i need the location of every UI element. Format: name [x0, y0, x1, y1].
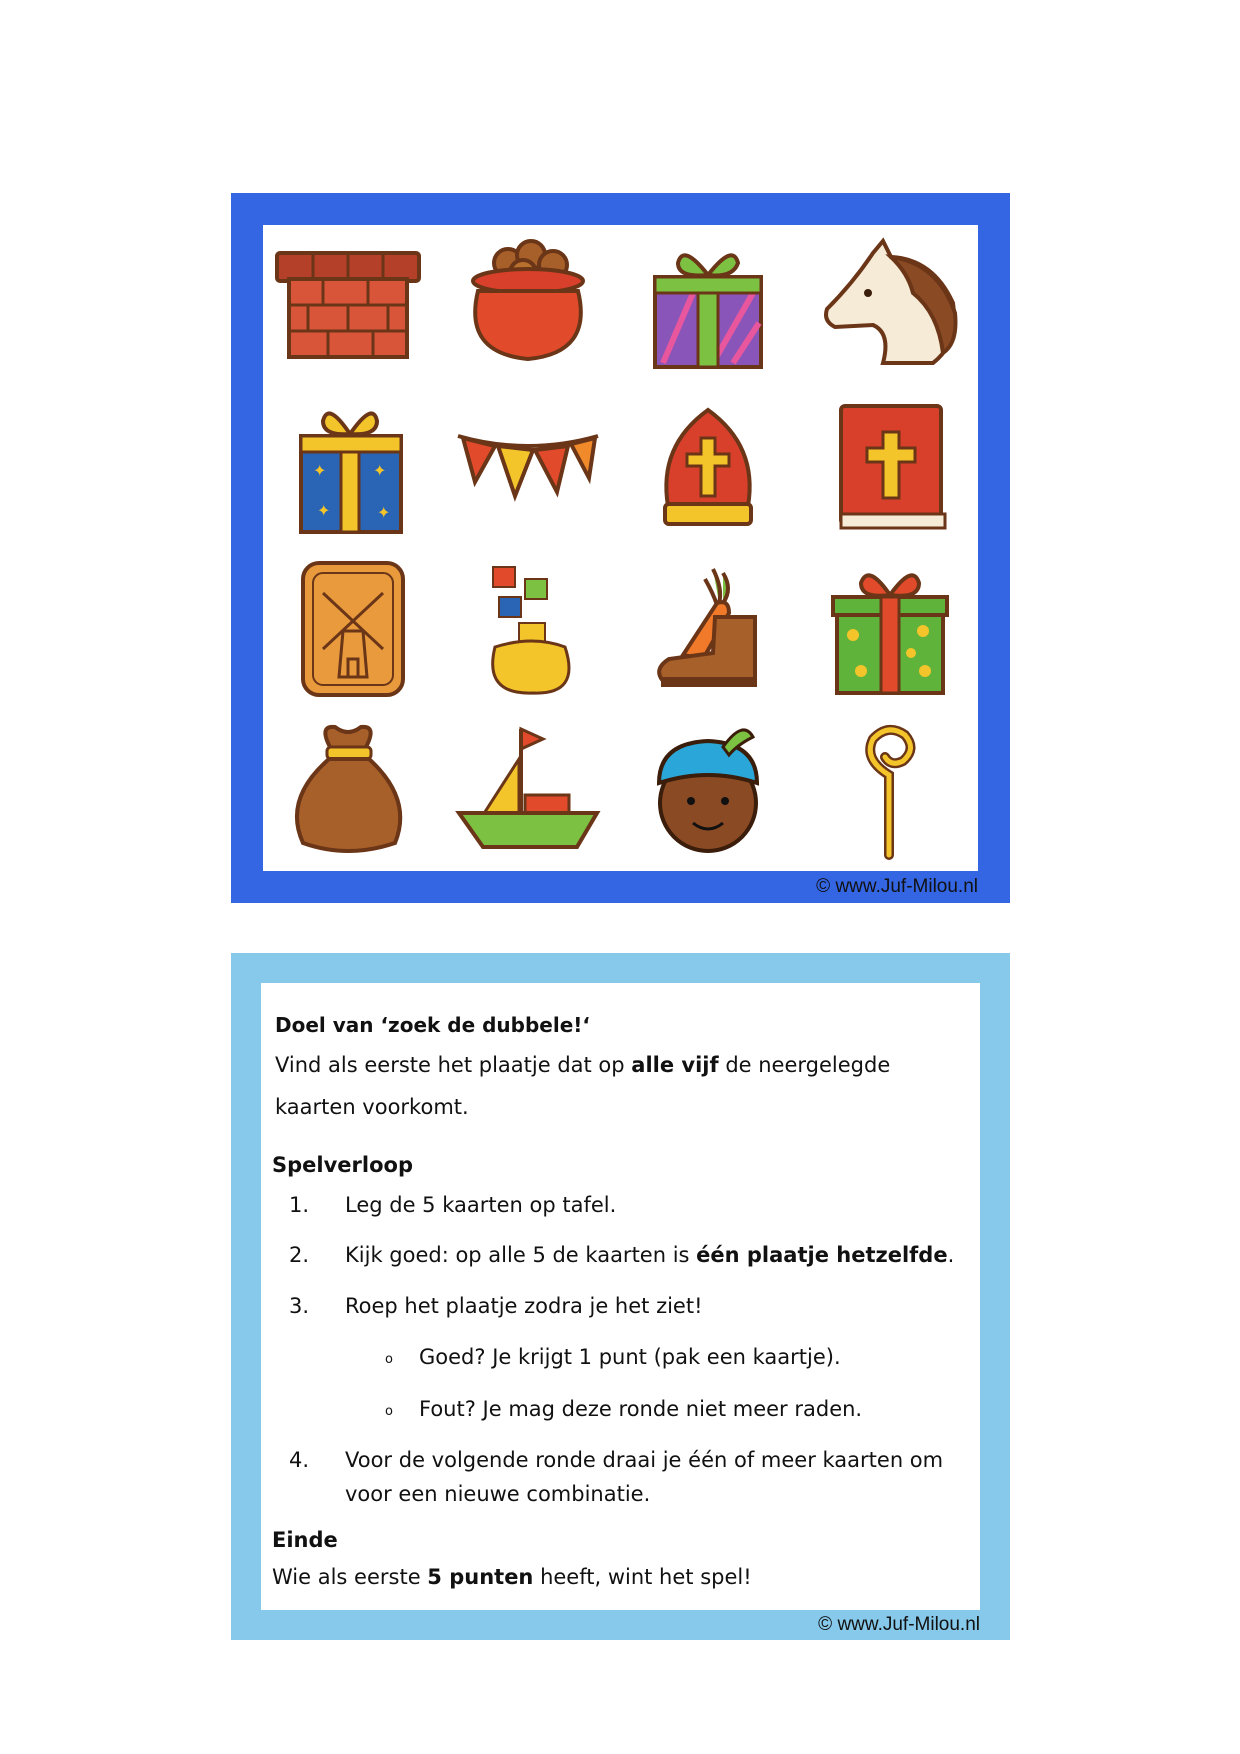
- svg-text:✦: ✦: [377, 502, 391, 522]
- svg-text:✦: ✦: [317, 500, 331, 520]
- speculaas-windmill-icon: [263, 551, 433, 706]
- book-icon: [803, 388, 973, 543]
- sack-with-presents-icon: [443, 551, 613, 706]
- brown-sack-icon: [263, 711, 433, 866]
- rules-card: [231, 953, 1010, 1640]
- rules-card-face: Doel van ‘zoek de dubbele!‘ Vind als eerste het plaatje dat op alle vijf de neergelegde kaarten voorkomt. Spelverloop 1. Leg de 5 kaarten op tafel. 2. Kijk goed: op alle 5 de kaarten is één plaatje hetzelfde. 3. Roep het plaatje zodra je het ziet! o Goed? Je krijgt 1 punt (pak een kaartje). o Fout? Je mag deze ronde niet meer raden. 4. Voor de volgende ronde draai je één of meer kaarten om voor een nieuwe combinatie. Einde Wie als eerste 5 punten heeft, wint het spel!: [261, 983, 980, 1610]
- goal-line-1: Vind als eerste het plaatje dat op alle vijf de neergelegde: [275, 1053, 891, 1077]
- goal-line-2: kaarten voorkomt.: [275, 1095, 469, 1119]
- copyright-text: © www.Juf-Milou.nl: [818, 1614, 980, 1635]
- end-text: Wie als eerste 5 punten heeft, wint het spel!: [272, 1565, 752, 1589]
- piet-face-icon: [623, 711, 793, 866]
- svg-text:✦: ✦: [313, 460, 327, 480]
- boot-with-carrot-icon: [623, 551, 793, 706]
- goal-heading: Doel van ‘zoek de dubbele!‘: [275, 1013, 590, 1037]
- end-heading: Einde: [272, 1528, 338, 1552]
- purple-present-icon: [623, 225, 793, 380]
- mitre-icon: [623, 388, 793, 543]
- svg-text:✦: ✦: [373, 460, 387, 480]
- chimney-icon: [263, 225, 433, 380]
- blue-present-icon: [263, 388, 433, 543]
- crosier-icon: [803, 711, 973, 866]
- green-present-icon: [803, 551, 973, 706]
- picture-card: [231, 193, 1010, 903]
- picture-card-face: [263, 225, 978, 871]
- copyright-text: © www.Juf-Milou.nl: [816, 876, 978, 897]
- pot-of-pepernoten-icon: [443, 225, 613, 380]
- steamboat-icon: [443, 711, 613, 866]
- horse-icon: [803, 225, 973, 380]
- bunting-icon: [443, 388, 613, 543]
- steps-heading: Spelverloop: [272, 1153, 413, 1177]
